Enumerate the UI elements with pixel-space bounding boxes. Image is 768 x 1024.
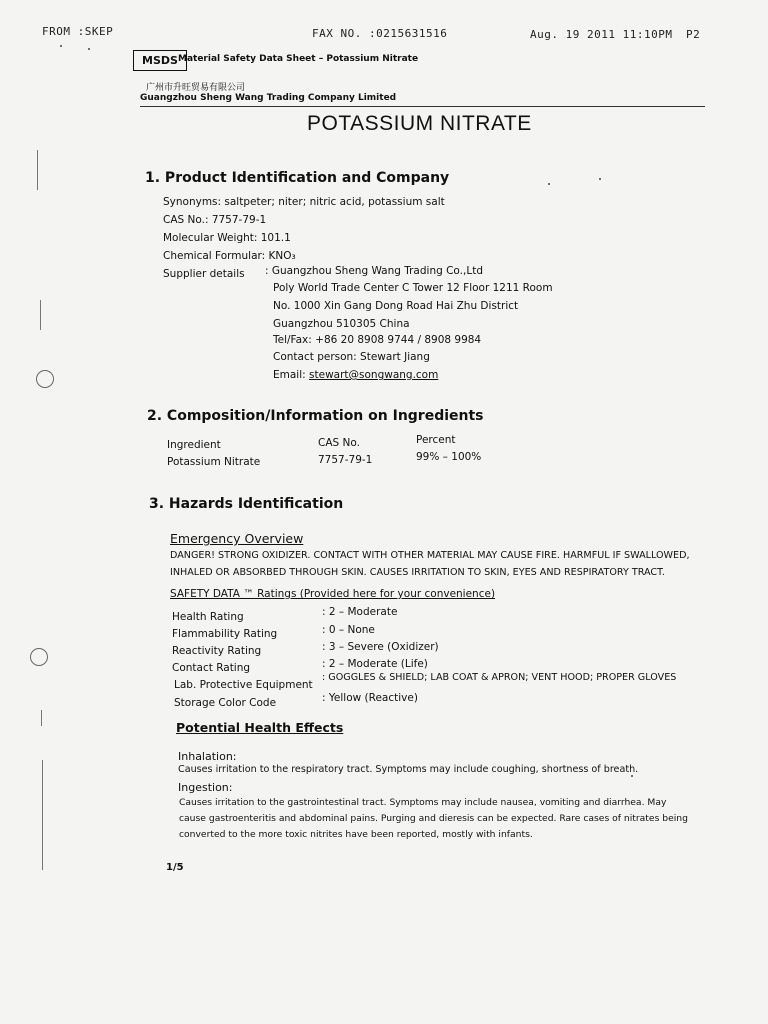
rating-value: : 3 – Severe (Oxidizer) [322,641,439,653]
msds-label-box: MSDS [133,50,187,71]
supplier-line: Poly World Trade Center C Tower 12 Floor 1211 Room [273,282,553,294]
scan-speck [548,183,550,185]
scan-speck [631,775,633,777]
col-cas: CAS No. [318,437,360,449]
scan-mark [42,760,43,870]
supplier-line: Tel/Fax: +86 20 8908 9744 / 8908 9984 [273,334,482,346]
rating-value: : Yellow (Reactive) [322,692,418,704]
row-ingredient: Potassium Nitrate [167,456,261,468]
synonyms: Synonyms: saltpeter; niter; nitric acid, potassium salt [163,196,445,208]
ingestion-text: cause gastroenteritis and abdominal pains. Purging and dieresis can be expected. Rare cases of nitrates being [179,813,688,824]
emergency-text: INHALED OR ABSORBED THROUGH SKIN. CAUSES IRRITATION TO SKIN, EYES AND RESPIRATORY TRACT. [170,567,665,578]
rating-value: : 2 – Moderate [322,606,398,618]
fax-page: P2 [686,28,701,41]
ingestion-text: Causes irritation to the gastrointestinal tract. Symptoms may include nausea, vomiting and diarrhea. May [179,797,667,808]
company-name-chinese: 广州市升旺贸易有限公司 [146,83,246,93]
rating-label: Lab. Protective Equipment [174,679,313,691]
scan-mark [40,300,41,330]
scan-mark [37,150,38,190]
section-3-heading: 3. Hazards Identification [149,496,344,512]
col-ingredient: Ingredient [167,439,221,451]
email-line [273,369,438,381]
molecular-weight: Molecular Weight: 101.1 [163,232,291,244]
scan-speck [599,178,601,180]
row-cas: 7757-79-1 [318,454,373,466]
emergency-overview-heading: Emergency Overview [170,531,304,546]
company-name-english: Guangzhou Sheng Wang Trading Company Limited [140,93,397,103]
fax-number: FAX NO. :0215631516 [312,27,448,40]
rating-value: : 0 – None [322,624,375,636]
ingestion-text: converted to the more toxic nitrites have been reported, mostly with infants. [179,829,533,840]
rating-label: Flammability Rating [172,628,278,640]
inhalation-text: Causes irritation to the respiratory tract. Symptoms may include coughing, shortness of breath. [178,764,639,775]
supplier-line: : Guangzhou Sheng Wang Trading Co.,Ltd [265,265,483,277]
cas-number: CAS No.: 7757-79-1 [163,214,267,226]
punch-hole-upper [36,370,54,388]
scan-speck [60,45,62,47]
supplier-label: Supplier details [163,268,245,280]
fax-from: FROM :SKEP [42,25,114,38]
scan-speck [88,48,90,50]
page-number: 1/5 [166,862,184,873]
rating-label: Reactivity Rating [172,645,262,657]
inhalation-label: Inhalation: [178,750,237,763]
supplier-line: Guangzhou 510305 China [273,318,410,330]
punch-hole-lower [30,648,48,666]
rating-label: Contact Rating [172,662,251,674]
fax-date-time: Aug. 19 2011 11:10PM [530,28,673,41]
ingestion-label: Ingestion: [178,781,233,794]
sheet-title: Material Safety Data Sheet – Potassium Nitrate [178,54,419,64]
rating-value: : 2 – Moderate (Life) [322,658,428,670]
header-rule [140,106,705,107]
col-percent: Percent [416,434,456,446]
supplier-line: Contact person: Stewart Jiang [273,351,430,363]
supplier-line: No. 1000 Xin Gang Dong Road Hai Zhu District [273,300,519,312]
section-1-heading: 1. Product Identification and Company [145,170,450,186]
email-link[interactable]: stewart@songwang.com [309,369,439,381]
scan-mark [41,710,42,726]
section-2-heading: 2. Composition/Information on Ingredients [147,408,484,424]
rating-label: Health Rating [172,611,244,623]
rating-value: : GOGGLES & SHIELD; LAB COAT & APRON; VENT HOOD; PROPER GLOVES [322,672,677,683]
emergency-text: DANGER! STRONG OXIDIZER. CONTACT WITH OTHER MATERIAL MAY CAUSE FIRE. HARMFUL IF SWALLOWED, [170,550,690,561]
rating-label: Storage Color Code [174,697,277,709]
row-percent: 99% – 100% [416,451,482,463]
potential-health-effects-heading: Potential Health Effects [176,720,344,735]
page-title: POTASSIUM NITRATE [307,112,532,135]
chemical-formula: Chemical Formular: KNO₃ [163,250,296,262]
safety-data-heading: SAFETY DATA ™ Ratings (Provided here for your convenience) [170,588,496,600]
email-label: Email: [273,369,310,381]
